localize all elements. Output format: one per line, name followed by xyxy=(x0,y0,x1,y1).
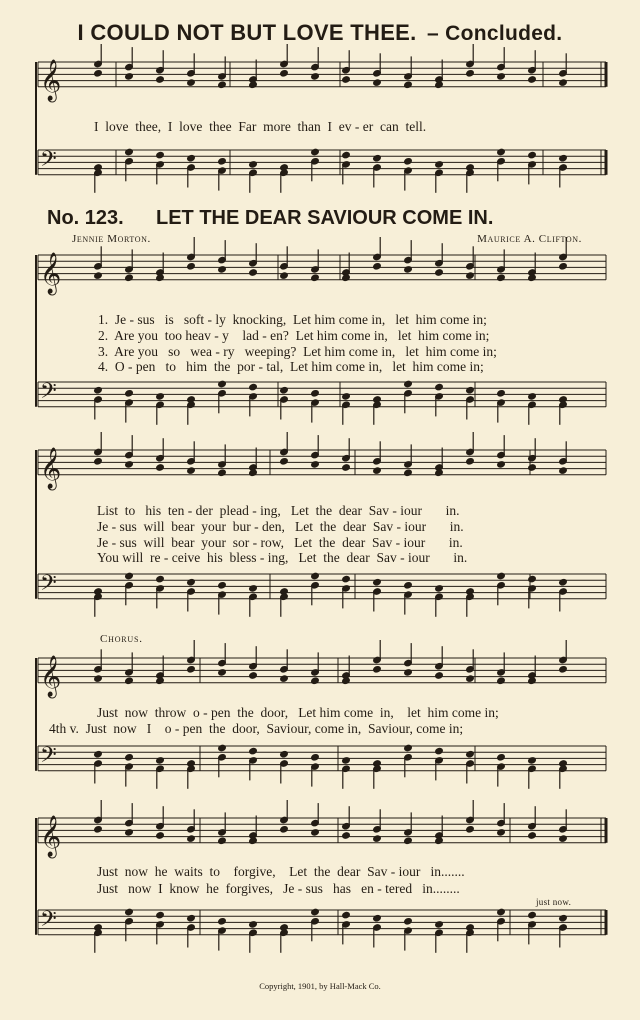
notehead xyxy=(497,677,506,685)
notehead xyxy=(404,669,413,677)
notehead xyxy=(94,386,103,394)
notehead xyxy=(156,393,165,401)
notehead xyxy=(311,390,320,398)
top-heading-continuation: – Concluded. xyxy=(427,22,563,45)
notehead xyxy=(94,70,103,78)
notehead xyxy=(280,458,289,466)
notehead xyxy=(249,921,258,929)
hymn-composer: Maurice A. Clifton. xyxy=(477,233,582,245)
notes xyxy=(94,44,568,953)
notehead xyxy=(373,263,382,271)
notehead xyxy=(466,70,475,78)
verse-3-line-2: Je - sus will bear your sor - row, Let the dear Sav - iour in. xyxy=(97,535,463,550)
notehead xyxy=(342,393,351,401)
chorus-line-2: Just now he waits to forgive, Let the dear Sav - iour in....... xyxy=(97,864,465,879)
notehead xyxy=(94,458,103,466)
notehead xyxy=(156,151,165,159)
notehead xyxy=(497,754,506,762)
notehead xyxy=(559,666,568,674)
notehead xyxy=(156,76,165,84)
notehead xyxy=(497,829,506,837)
notehead xyxy=(528,911,537,919)
notehead xyxy=(497,390,506,398)
notehead xyxy=(187,154,196,162)
notehead xyxy=(94,826,103,834)
notehead xyxy=(497,274,506,282)
notehead xyxy=(249,269,258,277)
notehead xyxy=(373,79,382,87)
notehead xyxy=(218,669,227,677)
notehead xyxy=(559,263,568,271)
treble-clef: 𝄞 xyxy=(40,656,62,697)
notehead xyxy=(125,829,134,837)
treble-clef: 𝄞 xyxy=(40,253,62,294)
notehead xyxy=(497,73,506,81)
notehead xyxy=(280,386,289,394)
notehead xyxy=(125,677,134,685)
notehead xyxy=(249,161,258,169)
treble-clef: 𝄞 xyxy=(40,60,62,101)
notehead xyxy=(528,575,537,583)
notehead xyxy=(187,79,196,87)
staff-lines xyxy=(36,62,606,935)
notehead xyxy=(528,464,537,472)
notehead xyxy=(249,747,258,755)
notehead xyxy=(528,757,537,765)
notehead xyxy=(280,675,289,683)
notehead xyxy=(311,73,320,81)
notehead xyxy=(218,380,227,388)
verse-2-line-2: Je - sus will bear your bur - den, Let the dear Sav - iour in. xyxy=(97,519,464,534)
notehead xyxy=(280,70,289,78)
notehead xyxy=(218,918,227,926)
notehead xyxy=(156,757,165,765)
notehead xyxy=(466,386,475,394)
notehead xyxy=(559,835,568,843)
notehead xyxy=(404,266,413,274)
notehead xyxy=(125,73,134,81)
notehead xyxy=(280,826,289,834)
notehead xyxy=(249,585,258,593)
notehead xyxy=(373,835,382,843)
notehead xyxy=(156,464,165,472)
notehead xyxy=(342,832,351,840)
notehead xyxy=(497,908,506,916)
bass-clef: 𝄢 xyxy=(40,571,57,601)
chorus-label: Chorus. xyxy=(100,633,143,645)
verse-1-line-2: List to his ten - der plead - ing, Let the dear Sav - iour in. xyxy=(97,503,460,518)
notehead xyxy=(156,832,165,840)
notehead xyxy=(435,585,444,593)
notehead xyxy=(218,81,227,89)
notehead xyxy=(559,467,568,475)
notehead xyxy=(466,826,475,834)
notehead xyxy=(435,383,444,391)
notehead xyxy=(466,750,475,758)
notehead xyxy=(249,383,258,391)
clefs xyxy=(40,59,61,937)
notehead xyxy=(528,393,537,401)
notehead xyxy=(435,747,444,755)
bass-clef: 𝄢 xyxy=(40,907,57,937)
notehead xyxy=(404,582,413,590)
notehead xyxy=(125,754,134,762)
notehead xyxy=(218,744,227,752)
notehead xyxy=(528,76,537,84)
notehead xyxy=(218,158,227,166)
notehead xyxy=(404,918,413,926)
notehead xyxy=(342,911,351,919)
notehead xyxy=(559,79,568,87)
notehead xyxy=(311,148,320,156)
notehead xyxy=(435,161,444,169)
chorus-line-1-fourth-verse: 4th v. Just now I o - pen the door, Saviour, come in, Saviour, come in; xyxy=(49,721,464,736)
notehead xyxy=(311,908,320,916)
notehead xyxy=(373,578,382,586)
bass-clef: 𝄢 xyxy=(40,147,57,177)
notehead xyxy=(559,154,568,162)
verse-2-line-1: 2. Are you too heav - y lad - en? Let him come in, let him come in; xyxy=(98,328,490,343)
notehead xyxy=(187,578,196,586)
notehead xyxy=(187,666,196,674)
notehead xyxy=(156,575,165,583)
notehead xyxy=(435,269,444,277)
notehead xyxy=(342,76,351,84)
verse-4-line-2: You will re - ceive his bless - ing, Let the dear Sav - iour in. xyxy=(97,550,468,565)
notehead xyxy=(187,467,196,475)
verse-3-line-1: 3. Are you so wea - ry weeping? Let him come in, let him come in; xyxy=(98,344,497,359)
notehead xyxy=(280,272,289,280)
bass-clef: 𝄢 xyxy=(40,743,57,773)
notehead xyxy=(311,572,320,580)
notehead xyxy=(404,158,413,166)
notehead xyxy=(466,675,475,683)
notehead xyxy=(156,911,165,919)
notehead xyxy=(125,274,134,282)
verse-1-line-1: 1. Je - sus is soft - ly knocking, Let him come in, let him come in; xyxy=(98,312,487,327)
notehead xyxy=(187,914,196,922)
alternate-ending-text: just now. xyxy=(536,897,572,907)
notehead xyxy=(125,390,134,398)
notehead xyxy=(342,464,351,472)
hymn-number: No. 123. xyxy=(47,207,124,229)
notehead xyxy=(218,582,227,590)
first-hymn-lyric: I love thee, I love thee Far more than I ev - er can tell. xyxy=(94,119,427,134)
notehead xyxy=(559,914,568,922)
notehead xyxy=(404,837,413,845)
notehead xyxy=(94,272,103,280)
notehead xyxy=(373,666,382,674)
notehead xyxy=(435,672,444,680)
chorus-line-2-fourth-verse: Just now I know he forgives, Je - sus has en - tered in........ xyxy=(97,881,460,896)
chorus-line-1: Just now throw o - pen the door, Let him come in, let him come in; xyxy=(97,705,499,720)
notehead xyxy=(404,81,413,89)
notehead xyxy=(311,754,320,762)
notehead xyxy=(94,750,103,758)
hymn-author: Jennie Morton. xyxy=(72,233,151,245)
notehead xyxy=(187,263,196,271)
notehead xyxy=(435,921,444,929)
notehead xyxy=(342,757,351,765)
verse-4-line-1: 4. O - pen to him the por - tal, Let him come in, let him come in; xyxy=(98,359,484,374)
notehead xyxy=(311,677,320,685)
treble-clef: 𝄞 xyxy=(40,816,62,857)
notehead xyxy=(311,274,320,282)
notehead xyxy=(528,832,537,840)
notehead xyxy=(404,469,413,477)
notehead xyxy=(373,914,382,922)
notehead xyxy=(404,380,413,388)
notehead xyxy=(528,151,537,159)
notehead xyxy=(342,575,351,583)
notehead xyxy=(497,572,506,580)
notehead xyxy=(311,829,320,837)
notehead xyxy=(311,461,320,469)
notehead xyxy=(125,461,134,469)
notehead xyxy=(466,272,475,280)
notehead xyxy=(187,835,196,843)
top-heading-title: I COULD NOT BUT LOVE THEE. xyxy=(77,20,417,45)
notehead xyxy=(497,461,506,469)
notehead xyxy=(373,154,382,162)
bass-clef: 𝄢 xyxy=(40,379,57,409)
notehead xyxy=(125,572,134,580)
notehead xyxy=(125,908,134,916)
notehead xyxy=(218,837,227,845)
notehead xyxy=(342,151,351,159)
notehead xyxy=(466,458,475,466)
notehead xyxy=(559,578,568,586)
notehead xyxy=(280,750,289,758)
treble-clef: 𝄞 xyxy=(40,448,62,489)
copyright-notice: Copyright, 1901, by Hall-Mack Co. xyxy=(259,981,381,991)
notehead xyxy=(404,744,413,752)
notehead xyxy=(249,672,258,680)
notehead xyxy=(94,675,103,683)
notehead xyxy=(218,266,227,274)
notehead xyxy=(373,467,382,475)
hymn-title: LET THE DEAR SAVIOUR COME IN. xyxy=(156,207,494,229)
notehead xyxy=(218,469,227,477)
notehead xyxy=(125,148,134,156)
notehead xyxy=(497,148,506,156)
